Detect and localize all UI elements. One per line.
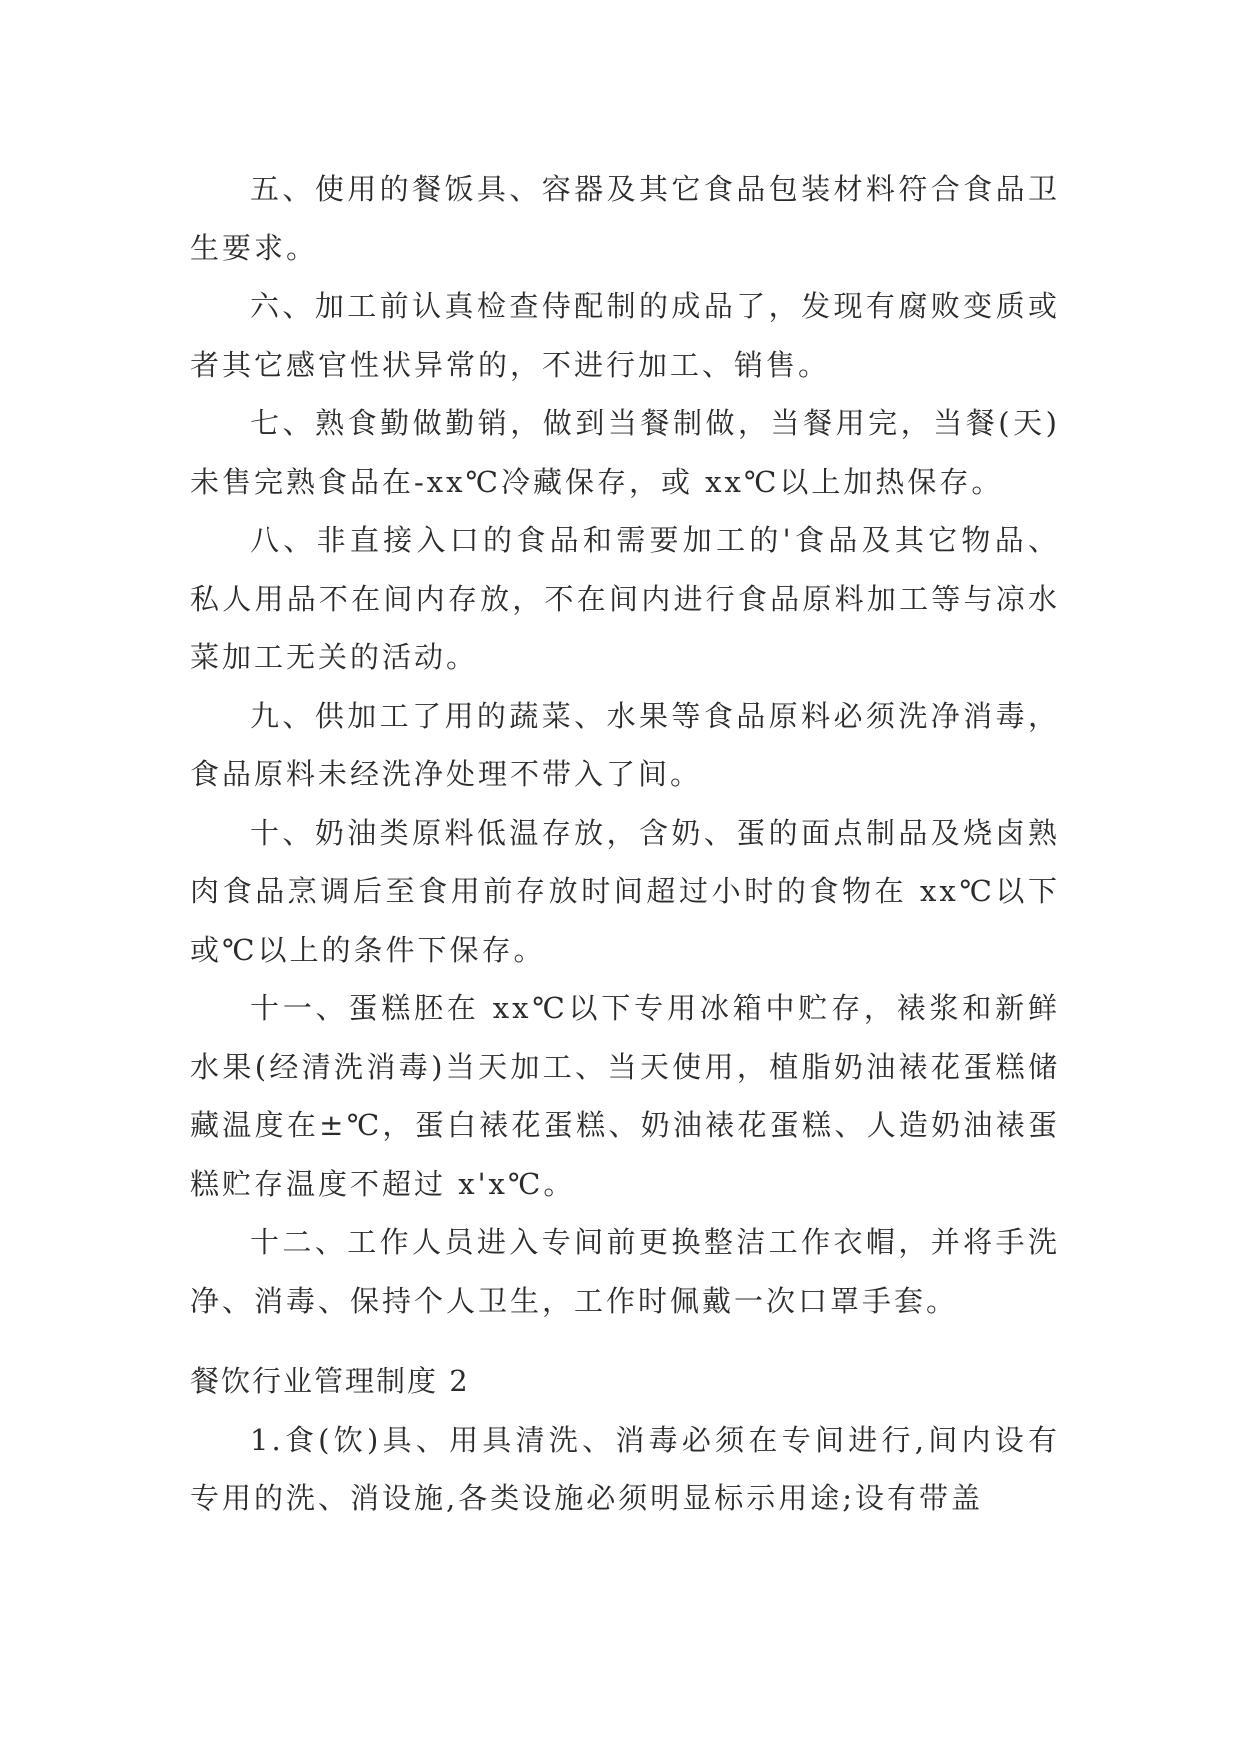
paragraph-rule-11: 十一、蛋糕胚在 xx℃以下专用冰箱中贮存，裱浆和新鲜水果(经清洗消毒)当天加工、当天使用，植脂奶油裱花蛋糕储藏温度在±℃，蛋白裱花蛋糕、奶油裱花蛋糕、人造奶油裱蛋糕贮存温度不超过 x'x℃。: [190, 991, 1060, 1201]
paragraph-rule-8: 八、非直接入口的食品和需要加工的'食品及其它物品、私人用品不在间内存放，不在间内进行食品原料加工等与凉水菜加工无关的活动。: [190, 523, 1060, 674]
paragraph-rule-9: 九、供加工了用的蔬菜、水果等食品原料必须洗净消毒，食品原料未经洗净处理不带入了间。: [190, 698, 1060, 791]
paragraph-rule-10: 十、奶油类原料低温存放，含奶、蛋的面点制品及烧卤熟肉食品烹调后至食用前存放时间超过小时的食物在 xx℃以下或℃以上的条件下保存。: [190, 815, 1060, 967]
section-paragraph-1: 1.食(饮)具、用具清洗、消毒必须在专间进行,间内设有专用的洗、消设施,各类设施必须明显标示用途;设有带盖: [190, 1422, 1060, 1515]
paragraph-rule-7: 七、熟食勤做勤销，做到当餐制做，当餐用完，当餐(天)未售完熟食品在-xx℃冷藏保存，或 xx℃以上加热保存。: [190, 406, 1060, 499]
paragraph-rule-5: 五、使用的餐饭具、容器及其它食品包装材料符合食品卫生要求。: [190, 172, 1060, 265]
paragraph-rule-12: 十二、工作人员进入专间前更换整洁工作衣帽，并将手洗净、消毒、保持个人卫生，工作时佩戴一次口罩手套。: [190, 1225, 1060, 1318]
section-heading: 餐饮行业管理制度 2: [190, 1364, 470, 1398]
paragraph-rule-6: 六、加工前认真检查侍配制的成品了，发现有腐败变质或者其它感官性状异常的，不进行加工、销售。: [190, 289, 1060, 382]
document-body: [190, 160, 1060, 1528]
